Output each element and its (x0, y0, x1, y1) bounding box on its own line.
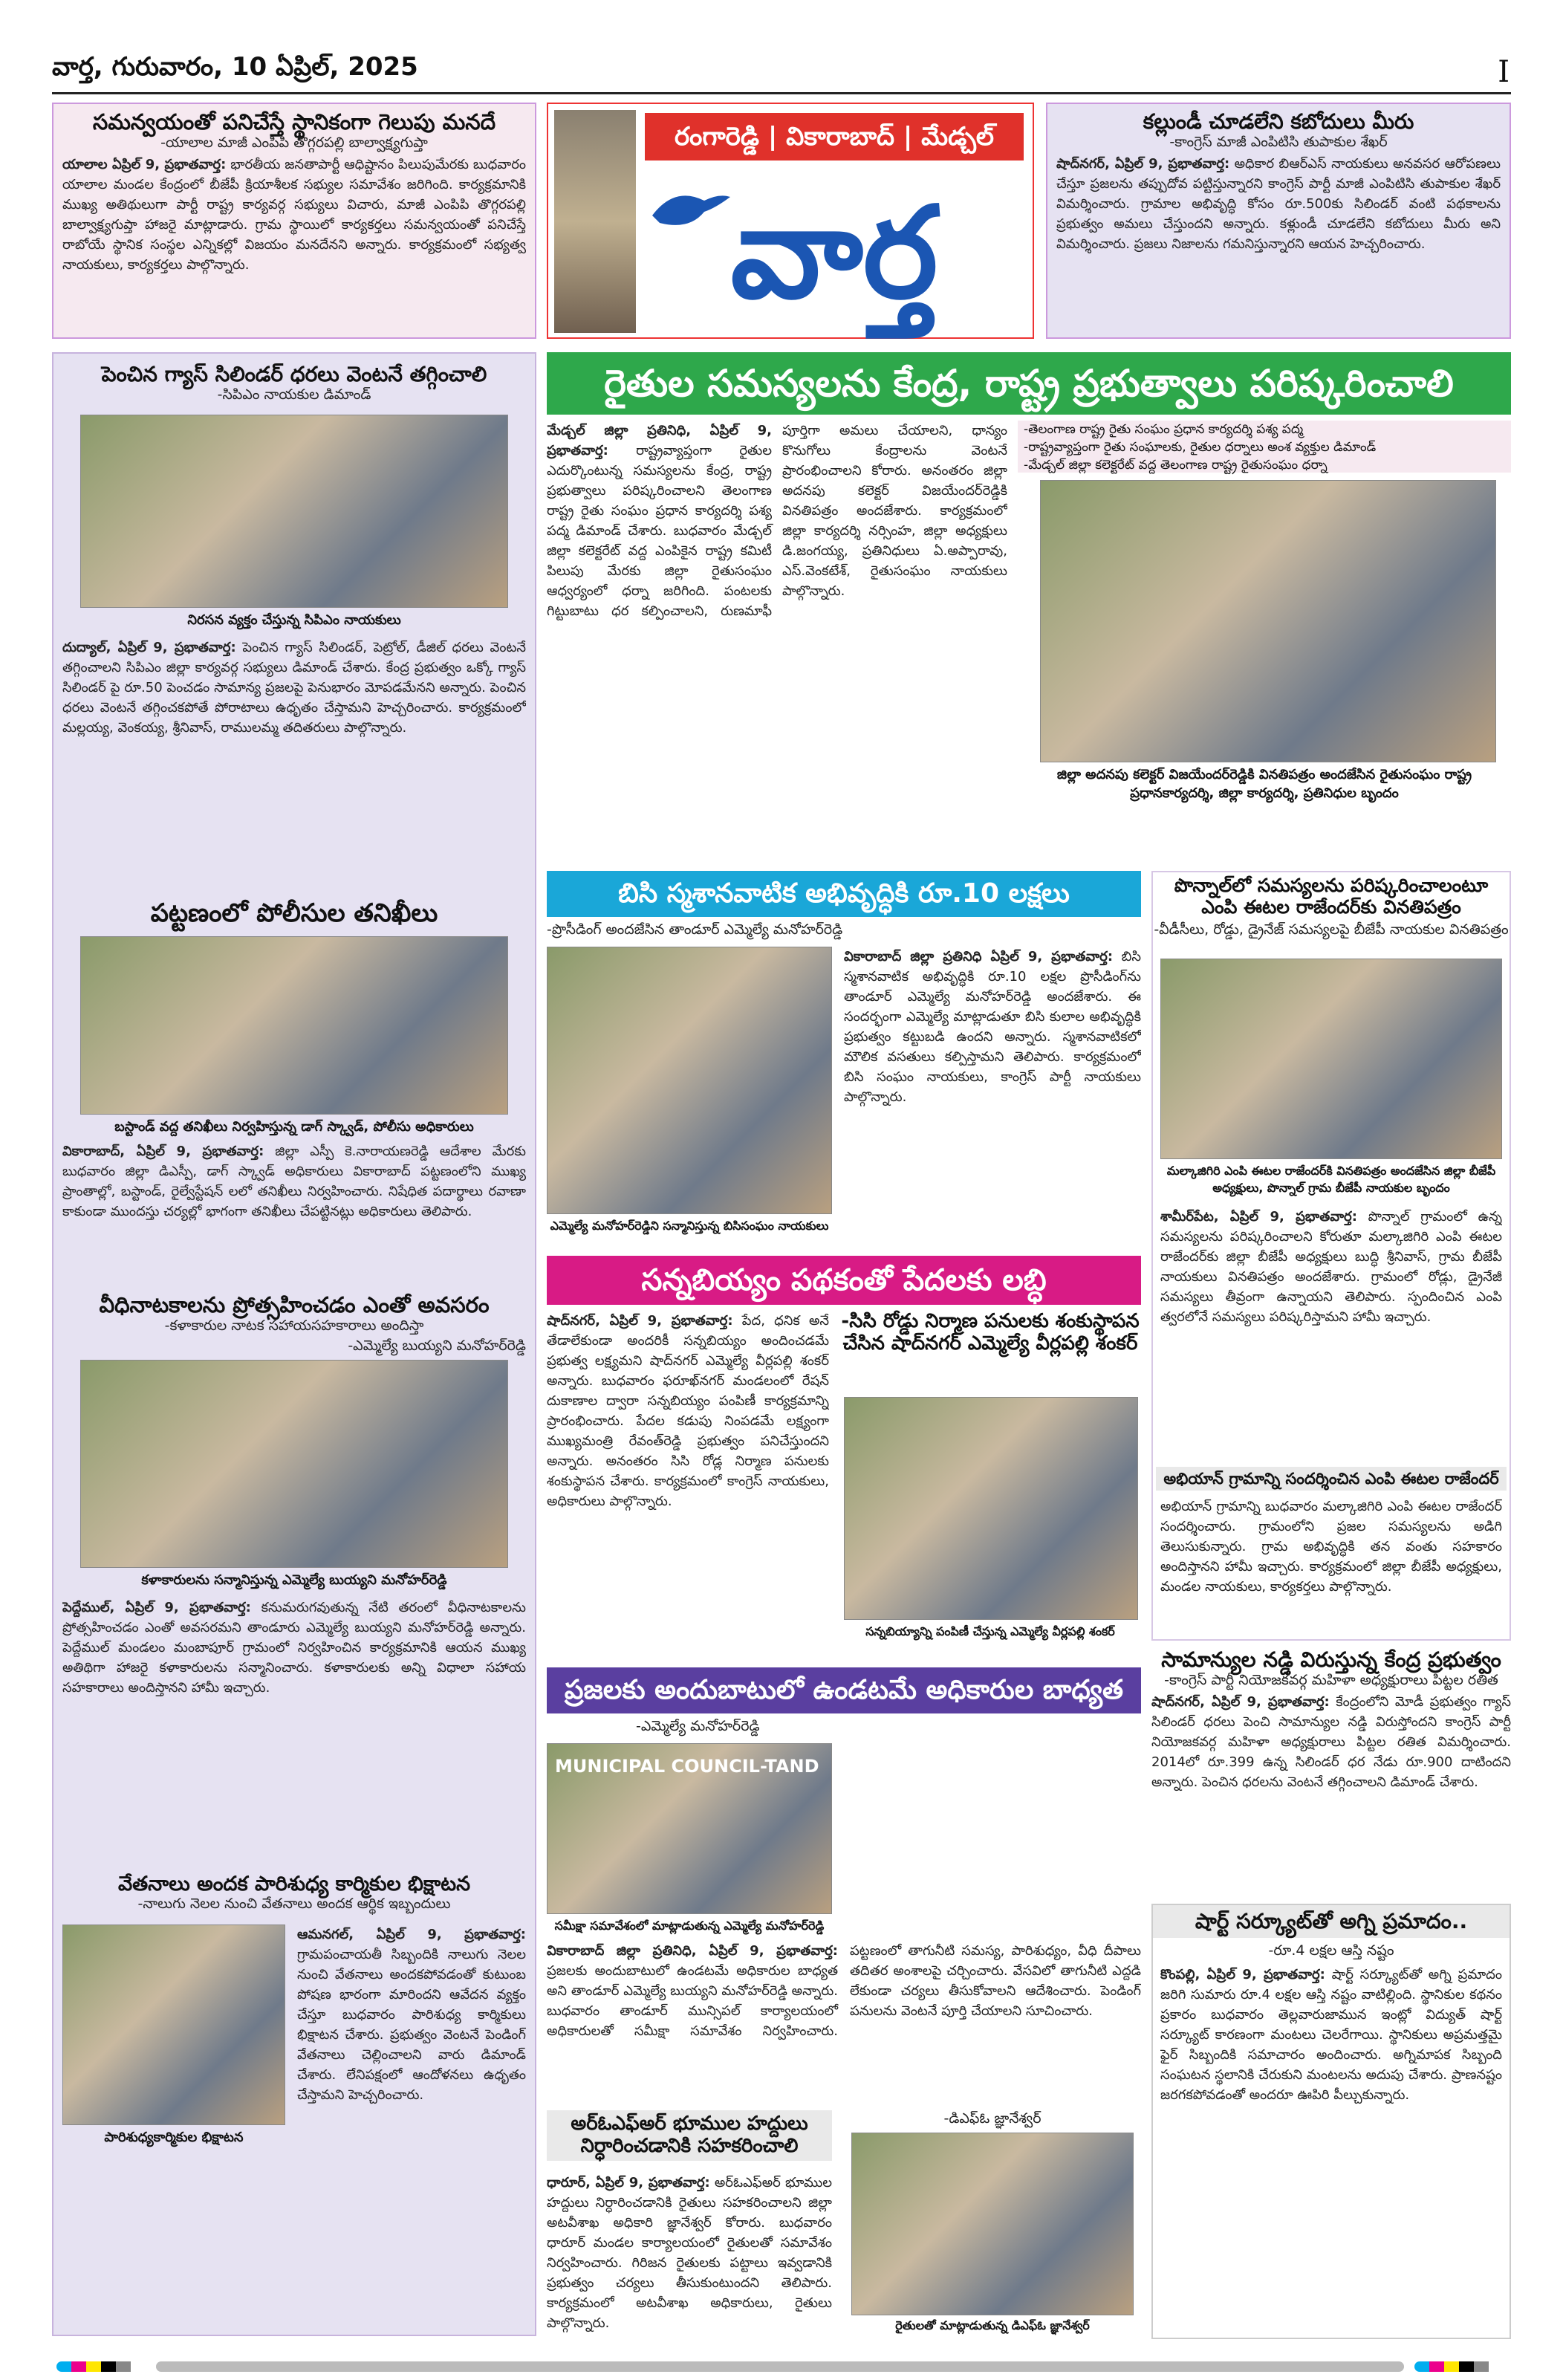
mla-photo (547, 947, 832, 1214)
article-body: రాష్ట్రవ్యాప్తంగా రైతుల ఎదుర్కొంటున్న సమస్యలను కేంద్ర, రాష్ట్ర ప్రభుత్వాలు పరిష్కరించాలని తెలంగాణ రాష్ట్ర రైతు సంఘం ప్రధాన కార్యదర్శి పశ్య పద్మ డిమాండ్ చేశారు. బుధవారం మేడ్చల్ జిల్లా కలెక్టరేట్ వద్ద ఎంపికైన రాష్ట్ర కమిటీ పిలుపు మేరకు జిల్లా రైతుసంఘం ఆధ్వర్యంలో ధర్నా జరిగింది. పంటలకు గిట్టుబాటు ధర కల్పించాలని, రుణమాఫీ పూర్తిగా అమలు చేయాలని, ధాన్యం కొనుగోలు కేంద్రాలను వెంటనే ప్రారంభించాలని కోరారు. అనంతరం జిల్లా అదనపు కలెక్టర్ విజయేందర్‌రెడ్డికి వినతిపత్రం అందజేశారు. కార్యక్రమంలో జిల్లా కార్యదర్శి నర్సింహ, జిల్లా అధ్యక్షులు డి.జంగయ్య, ప్రతినిధులు ఏ.అప్పారావు, ఎస్.వెంకటేశ్, రైతుసంఘం నాయకులు పాల్గొన్నారు. (547, 423, 1007, 619)
article-bc-graveyard (547, 921, 1141, 1248)
dateline: ఆమనగల్, ఏప్రిల్ 9, ప్రభాతవార్త: (297, 1927, 526, 1942)
article-subtitle: -యాలాల మాజీ ఎంపిపి తొగ్గరపల్లి బాల్వాక్ష్యగుప్తా (160, 134, 428, 152)
article-police-checks (62, 898, 526, 1219)
article-subtitle-3: -మేడ్చల్ జిల్లా కలెక్టరేట్ వద్ద తెలంగాణ రాష్ట్ర రైతుసంఘం ధర్నా (1024, 458, 1328, 473)
rice-distribution-photo (844, 1397, 1138, 1620)
article-body: షార్ట్ సర్క్యూట్‌తో అగ్ని ప్రమాదం జరిగి సుమారు రూ.4 లక్షల ఆస్తి నష్టం వాటిల్లింది. స్థానికుల కథనం ప్రకారం బుధవారం తెల్లవారుజామున ఇంట్లో విద్యుత్ షార్ట్ సర్క్యూట్ కారణంగా మంటలు చెలరేగాయి. స్థానికులు అప్రమత్తమై ఫైర్ సిబ్బందికి సమాచారం అందించారు. అగ్నిమాపక సిబ్బంది సంఘటన స్థలానికి చేరుకుని మంటలను అదుపు చేశారు. ప్రాణనష్టం జరగకపోవడంతో అందరూ ఊపిరి పీల్చుకున్నారు. (1160, 1967, 1502, 2103)
registration-marks-right (1414, 2361, 1504, 2372)
article-sanitation-workers (62, 1872, 526, 2326)
article-subtitle: -నాలుగు నెలల నుంచి వేతనాలు అందక ఆర్థిక ఇబ్బందులు (137, 1896, 451, 1913)
article-title-abhiyan: అభియాన్ గ్రామాన్ని సందర్శించిన ఎంపి ఈటల రాజేందర్ (1156, 1467, 1507, 1491)
police-photo (80, 936, 508, 1115)
logo-wordmark: వార్త (730, 178, 938, 327)
article-subtitle: -రూ.4 లక్షల ఆస్తి నష్టం (1268, 1942, 1394, 1959)
photo-banner-text: MUNICIPAL COUNCIL-TAND (555, 1756, 819, 1777)
dateline: యాలాల ఏప్రిల్ 9, ప్రభాతవార్త: (62, 157, 227, 173)
logo-box (547, 103, 1034, 339)
article-title: కల్లుండీ చూడలేని కబోదులు మీరు (1143, 109, 1414, 134)
article-subtitle: -కాంగ్రెస్ పార్టీ నియోజకవర్గ మహిళా అధ్యక్షురాలు పిట్టల రతిత (1164, 1672, 1498, 1689)
article-subtitle-2: -ఎమ్మెల్యే బుయ్యని మనోహర్‌రెడ్డి (348, 1337, 526, 1355)
article-subtitle: -ఎమ్మెల్యే మనోహర్‌రెడ్డి (636, 1718, 760, 1734)
dateline: పెద్దేముల్, ఏప్రిల్ 9, ప్రభాతవార్త: (62, 1600, 251, 1615)
article-fire (1151, 1904, 1511, 2339)
dateline: వికారాబాద్ జిల్లా ప్రతినిధి ఏప్రిల్ 9, ప్రభాతవార్త: (844, 949, 1114, 964)
article-subtitle: -డిఎఫ్ఓ జ్ఞానేశ్వర్ (943, 2110, 1042, 2127)
article-title: పెంచిన గ్యాస్ సిలిండర్ ధరలు వెంటనే తగ్గించాలి (101, 362, 487, 386)
dateline: దుద్యాల్, ఏప్రిల్ 9, ప్రభాతవార్త: (62, 640, 236, 655)
article-title: వీధినాటకాలను ప్రోత్సహించడం ఎంతో అవసరం (99, 1292, 490, 1317)
artists-photo (80, 1360, 508, 1568)
photo-caption: పారిశుధ్యకార్మికుల భిక్షాటన (104, 2130, 244, 2145)
article-title: అర్‌ఓఎఫ్‌అర్ భూముల హద్దులు నిర్ధారించడానికి సహకరించాలి (547, 2110, 832, 2161)
article-subtitle: -సిపిఎం నాయకుల డిమాండ్ (217, 386, 371, 403)
masthead-date: వార్త, గురువారం, 10 ఏప్రిల్, 2025 (52, 52, 418, 82)
article-subtitle: -ప్రొసీడింగ్ అందజేసిన తాండూర్ ఎమ్మెల్యే మనోహర్‌రెడ్డి (547, 921, 843, 938)
article-subtitle: -కాంగ్రెస్ మాజీ ఎంపిటిసి తుపాకుల శేఖర్ (1169, 134, 1388, 151)
article-gas-cylinder (62, 363, 526, 890)
photo-caption: బస్టాండ్ వద్ద తనిఖీలు నిర్వహిస్తున్న డాగ్ స్క్వాడ్, పోలీసు అధికారులు (114, 1119, 474, 1135)
region-banner: రంగారెడ్డి | వికారాబాద్ | మేడ్చల్ (645, 113, 1024, 160)
dateline: షాద్‌నగర్, ఏప్రిల్ 9, ప్రభాతవార్త: (1056, 156, 1230, 172)
article-body: పెంచిన గ్యాస్ సిలిండర్, పెట్రోల్, డీజిల్ ధరలు వెంటనే తగ్గించాలని సిపిఎం జిల్లా కార్యవర్గ సభ్యులు డిమాండ్ చేశారు. కేంద్ర ప్రభుత్వం ఒక్కో గ్యాస్ సిలిండర్ పై రూ.50 పెంచడం సామాన్య ప్రజలపై పెనుభారం మోపడమేనని అన్నారు. పెంచిన ధరలు వెంటనే తగ్గించకపోతే పోరాటాలు ఉధృతం చేస్తామని హెచ్చరించారు. కార్యక్రమంలో మల్లయ్య, వెంకయ్య, శ్రీనివాస్, రాములమ్మ తదితరులు పాల్గొన్నారు. (62, 640, 526, 736)
dateline: కొంపల్లి, ఏప్రిల్ 9, ప్రభాతవార్త: (1160, 1967, 1325, 1982)
article-title: షార్ట్ సర్క్యూట్‌తో అగ్ని ప్రమాదం.. (1153, 1905, 1510, 1938)
article-street-plays (62, 1293, 526, 1858)
article-title: సమన్వయంతో పనిచేస్తే స్థానికంగా గెలుపు మనదే (92, 109, 496, 134)
article-body: జిల్లా ఎస్పీ కె.నారాయణరెడ్డి ఆదేశాల మేరకు బుధవారం జిల్లా డిఎస్పీ, డాగ్ స్క్వాడ్ అధికారులు వికారాబాద్ పట్టణంలోని ముఖ్య ప్రాంతాల్లో, బస్టాండ్, రైల్వేస్టేషన్ లలో తనిఖీలు నిర్వహించారు. నిషేధిత పదార్థాలు రవాణా కాకుండా ముందస్తు చర్యల్లో భాగంగా తనిఖీలు చేపట్టినట్లు అధికారులు తెలిపారు. (62, 1144, 526, 1219)
article-fine-rice (547, 1311, 1141, 1660)
article-subheadline: -సిసి రోడ్డు నిర్మాణ పనులకు శంకుస్థాపన చేసిన షాద్‌నగర్ ఎమ్మెల్యే వీర్లపల్లి శంకర్ (841, 1310, 1140, 1355)
ponnal-photo (1160, 959, 1502, 1159)
article-subtitle-2: -రాష్ట్రవ్యాప్తంగా రైతు సంఘాలకు, రైతుల ధర్నాలు అంశ వ్యక్తుల డిమాండ్ (1024, 440, 1377, 455)
article-title: వేతనాలు అందక పారిశుధ్య కార్మికుల భిక్షాటన (117, 1872, 471, 1896)
article-title: సామాన్యుల నడ్డి విరుస్తున్న కేంద్ర ప్రభుత్వం (1161, 1647, 1501, 1672)
photo-caption: రైతులతో మాట్లాడుతున్న డిఎఫ్ఓ జ్ఞానేశ్వర్ (895, 2318, 1090, 2332)
dateline: షాద్‌నగర్, ఏప్రిల్ 9, ప్రభాతవార్త: (547, 1313, 733, 1329)
article-title-bc: బిసి స్మశానవాటిక అభివృద్ధికి రూ.10 లక్షలు (547, 871, 1141, 917)
article-title-farmers: రైతుల సమస్యలను కేంద్ర, రాష్ట్ర ప్రభుత్వాలు పరిష్కరించాలి (547, 352, 1511, 415)
article-rofr (547, 2110, 1141, 2338)
article-body: అధికార బిఆర్ఎస్ నాయకులు అనవసర ఆరోపణలు చేస్తూ ప్రజలను తప్పుదోవ పట్టిస్తున్నారని కాంగ్రెస్ పార్టీ మాజీ ఎంపిటిసి తుపాకుల శేఖర్ విమర్శించారు. గ్రామాల అభివృద్ధి కోసం రూ.500కు సిలిండర్ వంటి పథకాలను ప్రభుత్వం అమలు చేస్తుందని అన్నారు. కళ్లుండీ చూడలేని కబోదులు మీరు అని విమర్శించారు. ప్రజలు నిజాలను గమనిస్తున్నారని ఆయన హెచ్చరించారు. (1056, 156, 1501, 253)
registration-bar (156, 2361, 1404, 2372)
article-title: పొన్నాల్‌లో సమస్యలను పరిష్కరించాలంటూ ఎంపి ఈటల రాజేందర్‌కు వినతిపత్రం (1174, 875, 1489, 918)
article-officials (547, 1718, 1141, 2104)
article-body-abhiyan: అభియాన్ గ్రామాన్ని బుధవారం మల్కాజిగిరి ఎంపి ఈటల రాజేందర్ సందర్శించారు. గ్రామంలోని ప్రజల సమస్యలను అడిగి తెలుసుకున్నారు. గ్రామ అభివృద్ధికి తన వంతు సహకారం అందిస్తానని హామీ ఇచ్చారు. కార్యక్రమంలో జిల్లా బీజేపీ అధ్యక్షులు, మండల నాయకులు, కార్యకర్తలు పాల్గొన్నారు. (1160, 1499, 1502, 1595)
article-body: బిసి స్మశానవాటిక అభివృద్ధికి రూ.10 లక్షల ప్రొసీడింగ్‌ను తాండూర్ ఎమ్మెల్యే మనోహర్‌రెడ్డి అందజేశారు. ఈ సందర్భంగా ఎమ్మెల్యే మాట్లాడుతూ బిసి కులాల అభివృద్ధికి ప్రభుత్వం కట్టుబడి ఉందని అన్నారు. స్మశానవాటికలో మౌలిక వసతులు కల్పిస్తామని తెలిపారు. కార్యక్రమంలో బిసి సంఘం నాయకులు, కాంగ్రెస్ పార్టీ నాయకులు పాల్గొన్నారు. (844, 949, 1141, 1105)
photo-caption: సన్నబియ్యాన్ని పంపిణీ చేస్తున్న ఎమ్మెల్యే వీర్లపల్లి శంకర్ (865, 1624, 1115, 1638)
photo-caption: కళాకారులను సన్మానిస్తున్న ఎమ్మెల్యే బుయ్యని మనోహర్‌రెడ్డి (141, 1572, 447, 1588)
article-body: అర్‌ఓఎఫ్‌అర్ భూముల హద్దులు నిర్ధారించడానికి రైతులు సహకరించాలని జిల్లా అటవీశాఖ అధికారి జ్ఞానేశ్వర్ కోరారు. బుధవారం ధారూర్ మండల కార్యాలయంలో రైతులతో సమావేశం నిర్వహించారు. గిరిజన రైతులకు పట్టాలు ఇవ్వడానికి ప్రభుత్వం చర్యలు తీసుకుంటుందని తెలిపారు. కార్యక్రమంలో అటవీశాఖ అధికారులు, రైతులు పాల్గొన్నారు. (547, 2175, 832, 2331)
dateline: వికారాబాద్, ఏప్రిల్ 9, ప్రభాతవార్త: (62, 1144, 264, 1159)
dateline: ధారూర్, ఏప్రిల్ 9, ప్రభాతవార్త: (547, 2175, 710, 2191)
dateline: మేడ్చల్ జిల్లా ప్రతినిధి, ఏప్రిల్ 9, ప్రభాతవార్త: (547, 423, 772, 458)
dateline: శామీర్‌పేట, ఏప్రిల్ 9, ప్రభాతవార్త: (1160, 1209, 1357, 1225)
masthead-rule (52, 92, 1511, 94)
farmers-photo (1040, 480, 1496, 762)
page-number: I (1498, 55, 1510, 89)
article-body: కనుమరుగవుతున్న నేటి తరంలో వీధినాటకాలను ప్రోత్సహించడం ఎంతో అవసరమని తాండూరు ఎమ్మెల్యే బుయ్యని మనోహర్‌రెడ్డి అన్నారు. పెద్దేముల్ మండలం మంబాపూర్ గ్రామంలో నిర్వహించిన కార్యక్రమానికి ఆయన ముఖ్య అతిథిగా హాజరై కళాకారులను సన్మానించారు. కళాకారులకు అన్ని విధాలా సహాయ సహకారాలు అందిస్తానని హామీ ఇచ్చారు. (62, 1600, 526, 1696)
subtitle-box (1018, 421, 1511, 473)
article-title-officials: ప్రజలకు అందుబాటులో ఉండటమే అధికారుల బాధ్యత (547, 1667, 1141, 1713)
article-subtitle: -వీడీసీలు, రోడ్డు, డ్రైనేజ్ సమస్యలపై బీజేపీ నాయకుల వినతిపత్రం (1154, 921, 1509, 938)
article-body: పేద, ధనిక అనే తేడాలేకుండా అందరికీ సన్నబియ్యం అందించడమే ప్రభుత్వ లక్ష్యమని షాద్‌నగర్ ఎమ్మెల్యే వీర్లపల్లి శంకర్ అన్నారు. బుధవారం ఫరూఖ్‌నగర్ మండలంలో రేషన్ దుకాణాల ద్వారా సన్నబియ్యం పంపిణీ కార్యక్రమాన్ని ప్రారంభించారు. పేదల కడుపు నింపడమే లక్ష్యంగా ముఖ్యమంత్రి రేవంత్‌రెడ్డి ప్రభుత్వం పనిచేస్తుందని అన్నారు. అనంతరం సిసి రోడ్ల నిర్మాణ పనులకు శంకుస్థాపన చేశారు. కార్యక్రమంలో కాంగ్రెస్ నాయకులు, అధికారులు పాల్గొన్నారు. (547, 1313, 829, 1509)
dateline: వికారాబాద్ జిల్లా ప్రతినిధి, ఏప్రిల్ 9, ప్రభాతవార్త: (547, 1943, 838, 1959)
meeting-photo (547, 1743, 832, 1914)
article-samanvayam (52, 103, 536, 339)
photo-caption: నిరసన వ్యక్తం చేస్తున్న సిపిఎం నాయకులు (187, 612, 401, 628)
article-body: గ్రామపంచాయతీ సిబ్బందికి నాలుగు నెలల నుంచి వేతనాలు అందకపోవడంతో కుటుంబ పోషణ భారంగా మారిందని ఆవేదన వ్యక్తం చేస్తూ బుధవారం పారిశుధ్య కార్మికులు భిక్షాటన చేశారు. ప్రభుత్వం వెంటనే పెండింగ్ వేతనాలు చెల్లించాలని వారు డిమాండ్ చేశారు. లేనిపక్షంలో ఆందోళనలు ఉధృతం చేస్తామని హెచ్చరించారు. (297, 1947, 526, 2103)
article-body: భారతీయ జనతాపార్టీ ఆధిష్టానం పిలుపుమేరకు బుధవారం యాలాల మండల కేంద్రంలో బీజేపీ క్రియాశీలక సభ్యుల సమావేశం జరిగింది. కార్యక్రమానికి ముఖ్య అతిథులుగా పార్టీ రాష్ట్ర కార్యవర్గ సభ్యులు విచారు, మాజీ ఎంపిపి తొగ్గరపల్లి బాల్వాక్ష్యగుప్తా హాజరై మాట్లాడారు. గ్రామ స్థాయిలో కార్యకర్తలు సమన్వయంతో పనిచేస్తే రాబోయే స్థానిక సంస్థల ఎన్నికల్లో విజయం మనదేనని అన్నారు. కార్యక్రమంలో సభ్యత్వ నాయకులు, కార్యకర్తలు పాల్గొన్నారు. (62, 157, 526, 273)
dfo-photo (851, 2133, 1134, 2315)
article-title: పట్టణంలో పోలీసుల తనిఖీలు (150, 898, 438, 928)
dove-icon (645, 178, 734, 238)
dateline: షాద్‌నగర్, ఏప్రిల్ 9, ప్రభాతవార్త: (1151, 1694, 1330, 1711)
article-body: కేంద్రంలోని మోడీ ప్రభుత్వం గ్యాస్ సిలిండర్ ధరలు పెంచి సామాన్యుల నడ్డి విరుస్తోందని కాంగ్రెస్ పార్టీ నియోజకవర్గ మహిళా అధ్యక్షురాలు పిట్టల రతిత విమర్శించారు. 2014లో రూ.399 ఉన్న సిలిండర్ ధర నేడు రూ.900 దాటిందని అన్నారు. పెంచిన ధరలను వెంటనే తగ్గించాలని డిమాండ్ చేశారు. (1151, 1694, 1511, 1791)
article-body: ప్రజలకు అందుబాటులో ఉండటమే అధికారుల బాధ్యత అని తాండూర్ ఎమ్మెల్యే బుయ్యని మనోహర్‌రెడ్డి అన్నారు. బుధవారం తాండూర్ మున్సిపల్ కార్యాలయంలో అధికారులతో సమీక్షా సమావేశం నిర్వహించారు. పట్టణంలో తాగునీటి సమస్య, పారిశుధ్యం, వీధి దీపాలు తదితర అంశాలపై చర్చించారు. వేసవిలో తాగునీటి ఎద్దడి లేకుండా చర్యలు తీసుకోవాలని ఆదేశించారు. పెండింగ్ పనులను వెంటనే పూర్తి చేయాలని సూచించారు. (547, 1943, 1141, 2039)
article-body: పొన్నాల్ గ్రామంలో ఉన్న సమస్యలను పరిష్కరించాలని కోరుతూ మల్కాజిగిరి ఎంపి ఈటల రాజేందర్‌కు జిల్లా బీజేపీ అధ్యక్షులు బుద్ధి శ్రీనివాస్, గ్రామ బీజేపీ నాయకులు వినతిపత్రం అందజేశారు. గ్రామంలో రోడ్లు, డ్రైనేజీ సమస్యలు తీవ్రంగా ఉన్నాయని తెలిపారు. స్పందించిన ఎంపి త్వరలోనే సమస్యలు పరిష్కరిస్తామని హామీ ఇచ్చారు. (1160, 1209, 1502, 1325)
photo-caption: జిల్లా అదనపు కలెక్టర్ విజయేందర్‌రెడ్డికి వినతిపత్రం అందజేసిన రైతుసంఘం రాష్ట్ర ప్రధానకార్యదర్శి, జిల్లా కార్యదర్శి, ప్రతినిధుల బృందం (1056, 767, 1472, 801)
article-farmers (547, 421, 1511, 859)
article-kallundi (1046, 103, 1511, 339)
article-central-govt (1151, 1648, 1511, 1893)
photo-caption: సమీక్షా సమావేశంలో మాట్లాడుతున్న ఎమ్మెల్యే మనోహర్‌రెడ్డి (554, 1919, 825, 1933)
photo-caption: ఎమ్మెల్యే మనోహర్‌రెడ్డిని సన్మానిస్తున్న బిసిసంఘం నాయకులు (550, 1219, 829, 1233)
article-title-rice: సన్నబియ్యం పథకంతో పేదలకు లబ్ధి (547, 1256, 1141, 1305)
temple-photo (554, 110, 636, 333)
registration-marks-left (56, 2361, 146, 2372)
article-subtitle-1: -తెలంగాణ రాష్ట్ర రైతు సంఘం ప్రధాన కార్యదర్శి పశ్య పద్మ (1024, 422, 1304, 437)
workers-photo (62, 1925, 285, 2125)
article-ponnal (1151, 871, 1511, 1641)
protest-photo (80, 415, 508, 608)
photo-caption: మల్కాజిగిరి ఎంపి ఈటల రాజేందర్‌కి వినతిపత్రం అందజేసిన జిల్లా బీజేపీ అధ్యక్షులు, పొన్నాల్ గ్రామ బీజేపీ నాయకుల బృందం (1166, 1164, 1496, 1195)
article-subtitle: -కళాకారుల నాటక సహాయసహకారాలు అందిస్తా (164, 1317, 424, 1335)
